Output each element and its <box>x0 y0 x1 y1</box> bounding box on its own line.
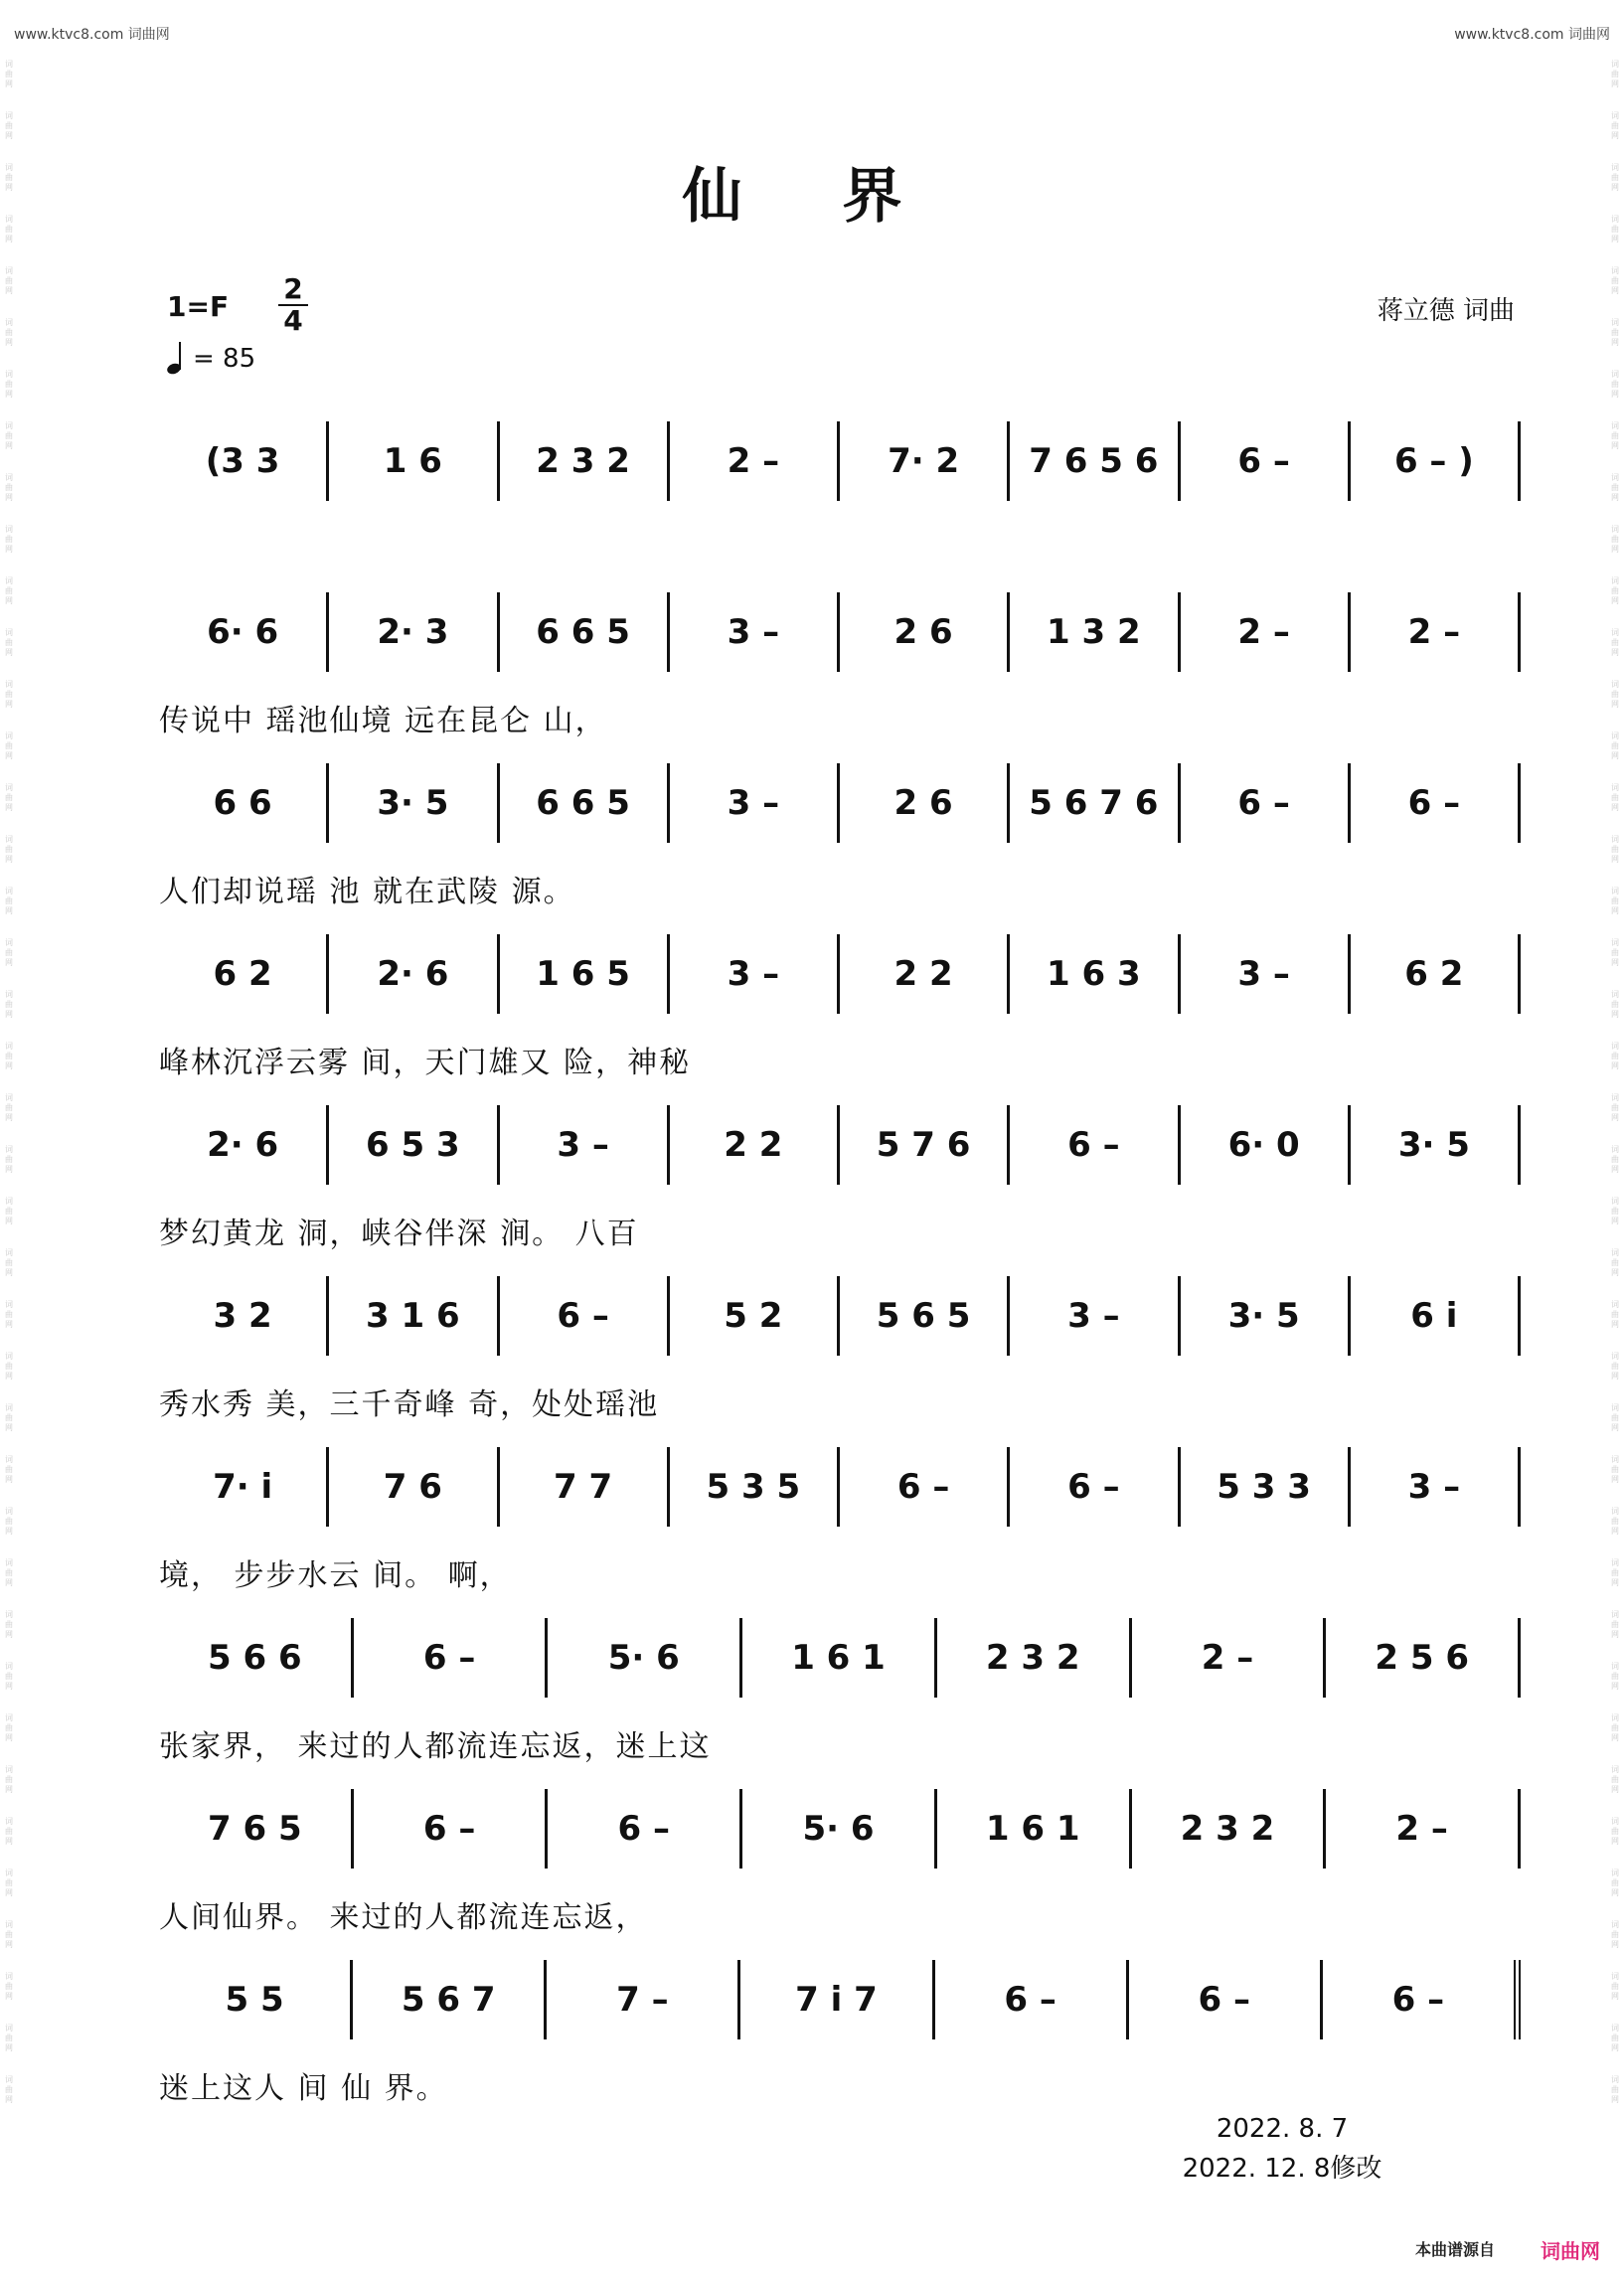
edge-watermark-text: 词曲网 <box>5 60 13 88</box>
lyrics-row: 峰林沉浮云雾 间，天门雄又 险，神秘 <box>159 1046 692 1080</box>
measure: 2 – <box>1181 592 1351 672</box>
measure: 2· 3 <box>329 592 499 672</box>
measure: 7· 2 <box>840 421 1010 501</box>
edge-watermark-text: 词曲网 <box>1611 732 1619 760</box>
score-system <box>159 1443 1521 1614</box>
measure: 7 7 <box>500 1447 670 1527</box>
measure: 3 – <box>1181 934 1351 1014</box>
measure: 6 2 <box>1351 934 1521 1014</box>
edge-watermark-text: 词曲网 <box>1611 938 1619 967</box>
date-revised: 2022. 12. 8修改 <box>1182 2154 1382 2184</box>
edge-watermark-text: 词曲网 <box>1611 1093 1619 1122</box>
measure: 2 2 <box>670 1105 840 1185</box>
edge-watermark-text: 词曲网 <box>1611 111 1619 140</box>
lyrics-row: 人们却说瑶 池 就在武陵 源。 <box>159 875 575 909</box>
edge-watermark-text: 词曲网 <box>1611 318 1619 347</box>
edge-watermark-text: 词曲网 <box>1611 1920 1619 1949</box>
measure: 2 2 <box>840 934 1010 1014</box>
edge-watermark-text: 词曲网 <box>5 887 13 915</box>
edge-watermark-text: 词曲网 <box>5 1869 13 1897</box>
notes-row <box>159 1956 1521 2045</box>
edge-watermark-text: 词曲网 <box>5 938 13 967</box>
edge-watermark-text: 词曲网 <box>1611 60 1619 88</box>
score-system <box>159 1956 1521 2127</box>
measure: 1 6 3 <box>1010 934 1180 1014</box>
score-system <box>159 417 1521 588</box>
measure: 1 6 <box>329 421 499 501</box>
measure: 3 – <box>670 763 840 843</box>
score-system <box>159 759 1521 930</box>
edge-watermark-right <box>1608 60 1622 2218</box>
edge-watermark-text: 词曲网 <box>1611 1558 1619 1587</box>
edge-watermark-text: 词曲网 <box>1611 1197 1619 1225</box>
measure: 1 3 2 <box>1010 592 1180 672</box>
edge-watermark-text: 词曲网 <box>5 1610 13 1639</box>
measure: 5 6 6 <box>159 1618 354 1698</box>
edge-watermark-text: 词曲网 <box>5 1093 13 1122</box>
lyrics-row: 境， 步步水云 间。 啊， <box>159 1558 512 1593</box>
edge-watermark-text: 词曲网 <box>5 628 13 657</box>
edge-watermark-text: 词曲网 <box>1611 887 1619 915</box>
measure: 6· 0 <box>1181 1105 1351 1185</box>
edge-watermark-text: 词曲网 <box>1611 1869 1619 1897</box>
date-written: 2022. 8. 7 <box>1216 2114 1349 2144</box>
site-watermark-right: www.ktvc8.com 词曲网 <box>1454 27 1610 43</box>
measure: 3 – <box>670 592 840 672</box>
measure: 7 – <box>547 1960 740 2039</box>
measure: 2 – <box>1326 1789 1521 1869</box>
measure: 2 3 2 <box>1132 1789 1327 1869</box>
measure: 3 – <box>1010 1276 1180 1356</box>
notes-row <box>159 588 1521 678</box>
measure: 6 6 <box>159 763 329 843</box>
lyrics-row: 秀水秀 美，三千奇峰 奇，处处瑶池 <box>159 1387 660 1422</box>
score-system <box>159 1614 1521 1785</box>
edge-watermark-text: 词曲网 <box>1611 1145 1619 1174</box>
measure: 1 6 5 <box>500 934 670 1014</box>
score-system <box>159 930 1521 1101</box>
edge-watermark-text: 词曲网 <box>1611 1300 1619 1329</box>
quarter-note-icon <box>167 344 185 374</box>
edge-watermark-text: 词曲网 <box>5 111 13 140</box>
lyrics-row: 人间仙界。 来过的人都流连忘返， <box>159 1900 648 1935</box>
measure: 6 – <box>548 1789 742 1869</box>
edge-watermark-text: 词曲网 <box>5 525 13 554</box>
notes-row <box>159 1101 1521 1191</box>
measure: 6 – <box>1129 1960 1323 2039</box>
measure: 5 2 <box>670 1276 840 1356</box>
edge-watermark-text: 词曲网 <box>1611 266 1619 295</box>
score <box>159 417 1521 2127</box>
edge-watermark-text: 词曲网 <box>5 1300 13 1329</box>
measure: 2· 6 <box>329 934 499 1014</box>
edge-watermark-text: 词曲网 <box>1611 1507 1619 1536</box>
edge-watermark-text: 词曲网 <box>5 215 13 244</box>
measure: 6 6 5 <box>500 763 670 843</box>
lyrics-row: 迷上这人 间 仙 界。 <box>159 2071 448 2106</box>
lyrics-row: 梦幻黄龙 洞，峡谷伴深 涧。 八百 <box>159 1217 639 1251</box>
measure: 5 6 5 <box>840 1276 1010 1356</box>
edge-watermark-text: 词曲网 <box>1611 1352 1619 1381</box>
measure: 3 2 <box>159 1276 329 1356</box>
measure: 6 – <box>1351 763 1521 843</box>
measure: 2 5 6 <box>1326 1618 1521 1698</box>
measure: 5 3 3 <box>1181 1447 1351 1527</box>
score-system <box>159 1101 1521 1272</box>
footer-logo: 词曲网 <box>1541 2239 1600 2263</box>
measure: (3 3 <box>159 421 329 501</box>
edge-watermark-text: 词曲网 <box>5 1972 13 2001</box>
measure: 5 5 <box>159 1960 353 2039</box>
notes-row <box>159 930 1521 1020</box>
measure: 6 – <box>354 1789 549 1869</box>
edge-watermark-text: 词曲网 <box>1611 473 1619 502</box>
edge-watermark-text: 词曲网 <box>5 2024 13 2052</box>
key-signature: 1=F <box>167 290 230 323</box>
measure: 6 – <box>354 1618 549 1698</box>
measure: 3 1 6 <box>329 1276 499 1356</box>
measure: 2· 6 <box>159 1105 329 1185</box>
edge-watermark-text: 词曲网 <box>1611 1403 1619 1432</box>
measure: 5 6 7 6 <box>1010 763 1180 843</box>
edge-watermark-text: 词曲网 <box>1611 990 1619 1019</box>
edge-watermark-text: 词曲网 <box>1611 163 1619 192</box>
edge-watermark-text: 词曲网 <box>5 1455 13 1484</box>
measure: 3 – <box>1351 1447 1521 1527</box>
edge-watermark-text: 词曲网 <box>5 473 13 502</box>
edge-watermark-text: 词曲网 <box>1611 576 1619 605</box>
edge-watermark-text: 词曲网 <box>1611 370 1619 399</box>
edge-watermark-text: 词曲网 <box>1611 1610 1619 1639</box>
edge-watermark-text: 词曲网 <box>5 1765 13 1794</box>
measure: 7· i <box>159 1447 329 1527</box>
edge-watermark-text: 词曲网 <box>5 1197 13 1225</box>
edge-watermark-text: 词曲网 <box>1611 1765 1619 1794</box>
edge-watermark-text: 词曲网 <box>5 1558 13 1587</box>
edge-watermark-text: 词曲网 <box>1611 835 1619 864</box>
time-numerator: 2 <box>278 274 308 306</box>
measure: 6 – <box>840 1447 1010 1527</box>
edge-watermark-text: 词曲网 <box>5 1403 13 1432</box>
edge-watermark-text: 词曲网 <box>1611 1455 1619 1484</box>
edge-watermark-text: 词曲网 <box>1611 1713 1619 1742</box>
notes-row <box>159 1785 1521 1874</box>
notes-row <box>159 1272 1521 1362</box>
edge-watermark-text: 词曲网 <box>5 835 13 864</box>
edge-watermark-text: 词曲网 <box>5 990 13 1019</box>
edge-watermark-text: 词曲网 <box>1611 421 1619 450</box>
measure: 2 – <box>1351 592 1521 672</box>
score-system <box>159 588 1521 759</box>
edge-watermark-text: 词曲网 <box>5 576 13 605</box>
measure: 2 – <box>1132 1618 1327 1698</box>
measure: 6 5 3 <box>329 1105 499 1185</box>
edge-watermark-text: 词曲网 <box>1611 525 1619 554</box>
edge-watermark-text: 词曲网 <box>1611 1042 1619 1070</box>
notes-row <box>159 1614 1521 1704</box>
edge-watermark-text: 词曲网 <box>5 1248 13 1277</box>
score-system <box>159 1785 1521 1956</box>
edge-watermark-text: 词曲网 <box>5 1507 13 1536</box>
measure: 3 – <box>670 934 840 1014</box>
time-denominator: 4 <box>283 304 303 337</box>
edge-watermark-text: 词曲网 <box>5 783 13 812</box>
edge-watermark-text: 词曲网 <box>5 266 13 295</box>
song-title: 仙 界 <box>682 162 942 232</box>
edge-watermark-text: 词曲网 <box>1611 2024 1619 2052</box>
score-system <box>159 1272 1521 1443</box>
edge-watermark-text: 词曲网 <box>5 370 13 399</box>
measure: 6 – <box>1010 1447 1180 1527</box>
notes-row <box>159 417 1521 507</box>
measure: 5 6 7 <box>353 1960 547 2039</box>
edge-watermark-text: 词曲网 <box>1611 1972 1619 2001</box>
lyrics-row: 传说中 瑶池仙境 远在昆仑 山， <box>159 704 607 738</box>
measure: 1 6 1 <box>742 1618 937 1698</box>
edge-watermark-text: 词曲网 <box>1611 680 1619 709</box>
edge-watermark-text: 词曲网 <box>5 732 13 760</box>
measure: 7 i 7 <box>740 1960 934 2039</box>
tempo-marking <box>167 344 255 374</box>
edge-watermark-text: 词曲网 <box>5 1662 13 1691</box>
measure: 3· 5 <box>1351 1105 1521 1185</box>
footer-source: 本曲谱源自 <box>1414 2240 1495 2259</box>
measure: 6 – <box>935 1960 1129 2039</box>
measure: 5· 6 <box>548 1618 742 1698</box>
measure: 7 6 5 <box>159 1789 354 1869</box>
edge-watermark-text: 词曲网 <box>5 163 13 192</box>
measure: 2 3 2 <box>500 421 670 501</box>
measure: 6 – <box>1181 421 1351 501</box>
measure: 5· 6 <box>742 1789 937 1869</box>
measure: 2 – <box>670 421 840 501</box>
edge-watermark-text: 词曲网 <box>5 1352 13 1381</box>
measure: 3· 5 <box>1181 1276 1351 1356</box>
edge-watermark-text: 词曲网 <box>1611 1662 1619 1691</box>
date-block <box>1173 2109 1391 2189</box>
edge-watermark-text: 词曲网 <box>1611 215 1619 244</box>
measure: 6· 6 <box>159 592 329 672</box>
measure: 6 – <box>1010 1105 1180 1185</box>
measure: 6 6 5 <box>500 592 670 672</box>
measure: 6 i <box>1351 1276 1521 1356</box>
edge-watermark-text: 词曲网 <box>1611 1248 1619 1277</box>
edge-watermark-text: 词曲网 <box>5 1145 13 1174</box>
measure: 3 – <box>500 1105 670 1185</box>
measure: 2 3 2 <box>937 1618 1132 1698</box>
edge-watermark-text: 词曲网 <box>5 318 13 347</box>
notes-row <box>159 1443 1521 1533</box>
edge-watermark-left <box>2 60 16 2218</box>
measure: 2 6 <box>840 592 1010 672</box>
edge-watermark-text: 词曲网 <box>1611 2075 1619 2104</box>
time-signature <box>278 274 308 336</box>
tempo-value: = 85 <box>193 344 256 374</box>
edge-watermark-text: 词曲网 <box>5 1920 13 1949</box>
lyrics-row: 张家界， 来过的人都流连忘返，迷上这 <box>159 1729 712 1764</box>
notes-row <box>159 759 1521 849</box>
measure: 2 6 <box>840 763 1010 843</box>
measure: 7 6 <box>329 1447 499 1527</box>
measure: 7 6 5 6 <box>1010 421 1180 501</box>
composer-credit: 蒋立德 词曲 <box>1377 296 1515 326</box>
measure: 6 – <box>500 1276 670 1356</box>
measure: 3· 5 <box>329 763 499 843</box>
edge-watermark-text: 词曲网 <box>5 680 13 709</box>
edge-watermark-text: 词曲网 <box>5 2075 13 2104</box>
measure: 6 – ) <box>1351 421 1521 501</box>
measure: 5 7 6 <box>840 1105 1010 1185</box>
edge-watermark-text: 词曲网 <box>5 1042 13 1070</box>
edge-watermark-text: 词曲网 <box>1611 628 1619 657</box>
site-watermark-left: www.ktvc8.com 词曲网 <box>14 27 170 43</box>
edge-watermark-text: 词曲网 <box>5 1713 13 1742</box>
edge-watermark-text: 词曲网 <box>1611 1817 1619 1846</box>
edge-watermark-text: 词曲网 <box>5 421 13 450</box>
measure: 6 2 <box>159 934 329 1014</box>
measure: 5 3 5 <box>670 1447 840 1527</box>
measure: 6 – <box>1181 763 1351 843</box>
edge-watermark-text: 词曲网 <box>5 1817 13 1846</box>
measure: 1 6 1 <box>937 1789 1132 1869</box>
edge-watermark-text: 词曲网 <box>1611 783 1619 812</box>
measure: 6 – <box>1323 1960 1521 2039</box>
